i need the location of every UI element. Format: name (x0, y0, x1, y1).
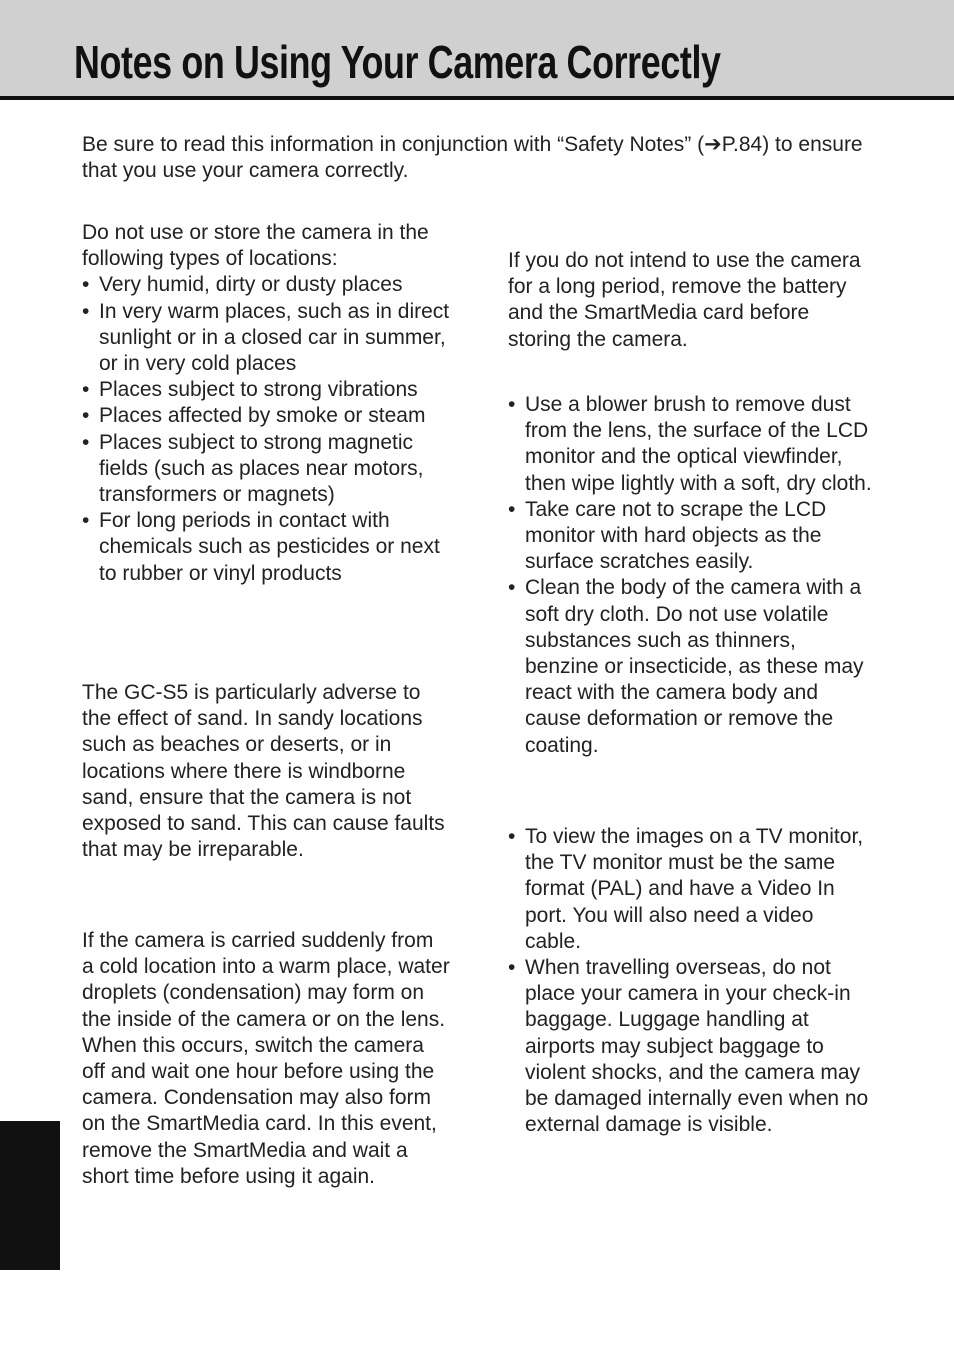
condensation-section (82, 928, 450, 1190)
locations-text: Do not use or store the camera in the following types of locations: (82, 221, 429, 271)
list-item: • Places subject to strong magnetic fields (such as places near motors, transformers or magnets) (82, 430, 450, 509)
cleaning-section (508, 392, 874, 759)
sand-text: The GC-S5 is particularly adverse to the effect of sand. In sandy locations such as beaches or deserts, or in locations where there is windborne sand, ensure that the camera is not exposed to sand. This can cause faults that may be irreparable. (82, 681, 445, 862)
list-item: • Clean the body of the camera with a soft dry cloth. Do not use volatile substances such as thinners, benzine or insecticide, as these may react with the camera body and cause deformation or remove the coating. (508, 575, 874, 758)
locations-list (82, 272, 450, 586)
storage-section (508, 248, 870, 353)
list-item: • To view the images on a TV monitor, the TV monitor must be the same format (PAL) and have a Video In port. You will also need a video cable. (508, 824, 874, 955)
list-item: • Places affected by smoke or steam (82, 403, 450, 429)
list-item: • Use a blower brush to remove dust from the lens, the surface of the LCD monitor and the optical viewfinder, then wipe lightly with a soft, dry cloth. (508, 392, 874, 497)
page-header (0, 0, 954, 100)
intro-text-before: Be sure to read this information in conjunction with “Safety Notes” ( (82, 133, 705, 156)
list-item: • When travelling overseas, do not place your camera in your check-in baggage. Luggage handling at airports may subject baggage to violent shocks, and the camera may be damaged internally even when no external damage is visible. (508, 955, 874, 1138)
arrow-icon: ➔ (704, 132, 722, 156)
condensation-text: If the camera is carried suddenly from a cold location into a warm place, water droplets (condensation) may form on the inside of the camera or on the lens. When this occurs, switch the camera off and wait one hour before using the camera. Condensation may also form on the SmartMedia card. In this event, remove the SmartMedia and wait a short time before using it again. (82, 929, 450, 1188)
list-item: • In very warm places, such as in direct sunlight or in a closed car in summer, or in very cold places (82, 299, 450, 378)
page-title: Notes on Using Your Camera Correctly (74, 36, 721, 88)
intro-paragraph (82, 131, 882, 184)
storage-text: If you do not intend to use the camera for a long period, remove the battery and the SmartMedia card before storing the camera. (508, 249, 861, 351)
page-edge-tab (0, 1121, 60, 1270)
locations-section (82, 220, 450, 587)
sand-section (82, 680, 450, 863)
intro-text-after: P.84) to ensure that you use your camera correctly. (82, 133, 863, 183)
list-item: • Take care not to scrape the LCD monitor with hard objects as the surface scratches easily. (508, 497, 874, 576)
list-item: • Very humid, dirty or dusty places (82, 272, 450, 298)
list-item: • Places subject to strong vibrations (82, 377, 450, 403)
overseas-section (508, 824, 874, 1138)
cleaning-list (508, 392, 874, 759)
list-item: • For long periods in contact with chemicals such as pesticides or next to rubber or vinyl products (82, 508, 450, 587)
overseas-list (508, 824, 874, 1138)
